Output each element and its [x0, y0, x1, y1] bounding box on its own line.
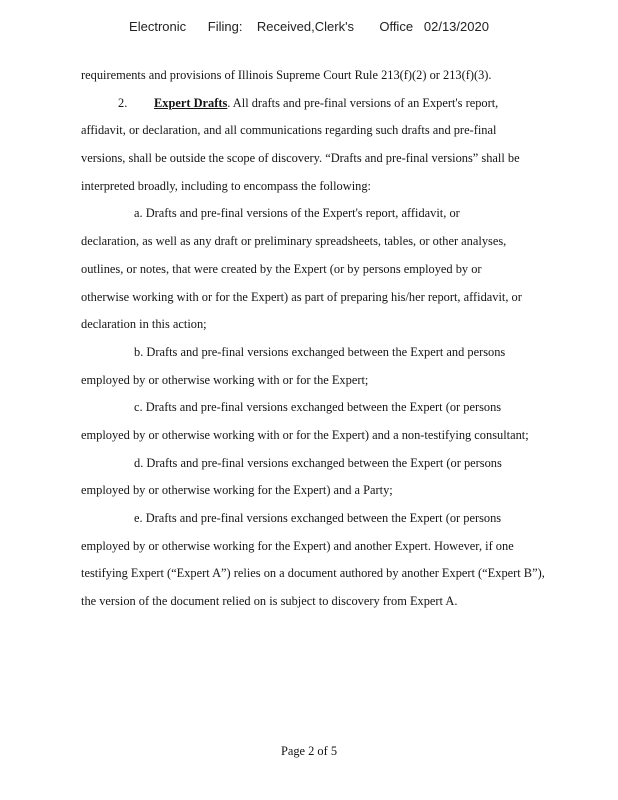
text-line: outlines, or notes, that were created by the Expert (or by persons employed by or — [81, 261, 482, 276]
text-line: employed by or otherwise working for the Expert) and another Expert. However, if one — [81, 538, 514, 553]
document-body — [81, 62, 545, 616]
text-line: the version of the document relied on is subject to discovery from Expert A. — [81, 594, 458, 609]
text-line: testifying Expert (“Expert A”) relies on a document authored by another Expert (“Expert B”), — [81, 566, 545, 581]
item-d-line: d. Drafts and pre-final versions exchanged between the Expert (or persons — [134, 455, 502, 470]
text-line: interpreted broadly, including to encompass the following: — [81, 178, 371, 193]
section-heading-continuation: . All drafts and pre-final versions of an Expert's report, — [227, 95, 499, 110]
section-number: 2. — [118, 95, 128, 110]
section-2-heading-line — [81, 90, 541, 118]
section-heading: Expert Drafts — [154, 95, 228, 110]
text-line: otherwise working with or for the Expert) as part of preparing his/her report, affidavit, or — [81, 289, 522, 304]
text-line: employed by or otherwise working with or for the Expert; — [81, 372, 369, 387]
text-line: employed by or otherwise working for the Expert) and a Party; — [81, 483, 393, 498]
item-e-line: e. Drafts and pre-final versions exchanged between the Expert (or persons — [134, 511, 502, 525]
text-line: employed by or otherwise working with or for the Expert) and a non-testifying consultant; — [81, 427, 529, 442]
item-c-line: c. Drafts and pre-final versions exchanged between the Expert (or persons — [134, 400, 502, 415]
text-line: versions, shall be outside the scope of discovery. “Drafts and pre-final versions” shall be — [81, 151, 520, 166]
item-a-line: a. Drafts and pre-final versions of the Expert's report, affidavit, or — [134, 206, 460, 221]
text-line: declaration, as well as any draft or preliminary spreadsheets, tables, or other analyses, — [81, 234, 507, 249]
text-line: requirements and provisions of Illinois Supreme Court Rule 213(f)(2) or 213(f)(3). — [81, 68, 492, 82]
item-b-line: b. Drafts and pre-final versions exchanged between the Expert and persons — [134, 344, 506, 359]
text-line: affidavit, or declaration, and all communications regarding such drafts and pre-final — [81, 123, 497, 138]
page-number: Page 2 of 5 — [280, 744, 338, 758]
electronic-filing-stamp: Electronic Filing: Received,Clerk's Office 02/13/2020 — [129, 19, 489, 34]
text-line: declaration in this action; — [81, 317, 207, 332]
